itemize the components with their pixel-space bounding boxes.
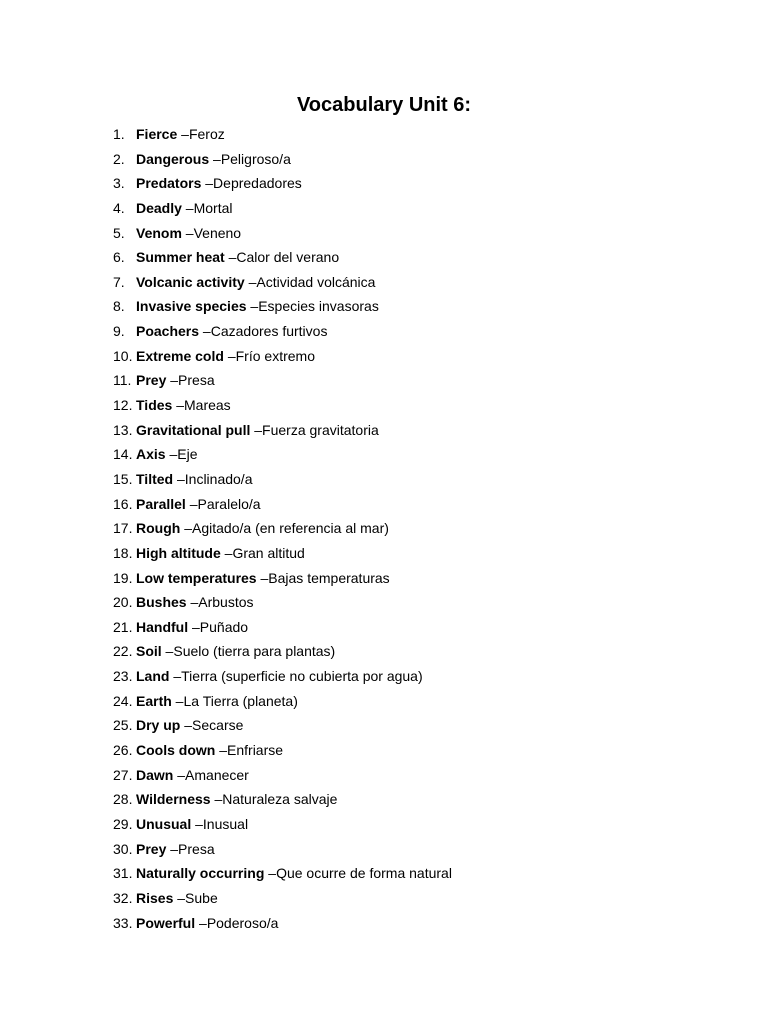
vocab-item bbox=[113, 911, 452, 936]
vocab-item bbox=[113, 393, 452, 418]
english-term: Rough bbox=[136, 520, 181, 537]
vocab-item bbox=[113, 442, 452, 467]
vocab-item bbox=[113, 171, 452, 196]
english-term: Invasive species bbox=[136, 298, 247, 315]
item-number: 20. bbox=[113, 594, 133, 611]
english-term: Earth bbox=[136, 692, 172, 709]
vocab-item bbox=[113, 837, 452, 862]
separator-dash bbox=[180, 713, 192, 738]
item-number: 14. bbox=[113, 446, 133, 463]
separator-dash bbox=[186, 492, 198, 517]
vocab-item bbox=[113, 566, 452, 591]
english-term: Axis bbox=[136, 446, 166, 463]
english-term: Dangerous bbox=[136, 150, 210, 167]
spanish-translation: Agitado/a (en referencia al mar) bbox=[192, 520, 389, 537]
separator-dash bbox=[188, 615, 200, 640]
spanish-translation: Bajas temperaturas bbox=[268, 569, 390, 586]
vocab-item bbox=[113, 787, 452, 812]
item-number: 4. bbox=[113, 199, 125, 216]
vocab-item bbox=[113, 738, 452, 763]
item-number: 2. bbox=[113, 150, 125, 167]
vocab-item bbox=[113, 713, 452, 738]
vocab-item bbox=[113, 639, 452, 664]
spanish-translation: Paralelo/a bbox=[197, 495, 261, 512]
item-number: 19. bbox=[113, 569, 133, 586]
vocab-item bbox=[113, 270, 452, 295]
separator-dash bbox=[221, 541, 233, 566]
item-number: 13. bbox=[113, 421, 133, 438]
spanish-translation: Tierra (superficie no cubierta por agua) bbox=[181, 668, 423, 685]
separator-dash bbox=[173, 763, 185, 788]
separator-dash bbox=[169, 664, 181, 689]
item-number: 8. bbox=[113, 298, 125, 315]
vocab-item bbox=[113, 418, 452, 443]
separator-dash bbox=[173, 467, 185, 492]
vocab-item bbox=[113, 319, 452, 344]
separator-dash bbox=[166, 442, 178, 467]
english-term: Predators bbox=[136, 175, 202, 192]
item-number: 23. bbox=[113, 668, 133, 685]
item-number: 24. bbox=[113, 692, 133, 709]
english-term: Tides bbox=[136, 397, 173, 414]
separator-dash bbox=[209, 147, 221, 172]
english-term: Parallel bbox=[136, 495, 186, 512]
separator-dash bbox=[166, 368, 178, 393]
item-number: 6. bbox=[113, 249, 125, 266]
item-number: 22. bbox=[113, 643, 133, 660]
english-term: Handful bbox=[136, 618, 189, 635]
separator-dash bbox=[177, 122, 189, 147]
separator-dash bbox=[250, 418, 262, 443]
separator-dash bbox=[211, 787, 223, 812]
item-number: 5. bbox=[113, 224, 125, 241]
vocab-item bbox=[113, 122, 452, 147]
item-number: 26. bbox=[113, 742, 133, 759]
separator-dash bbox=[201, 171, 213, 196]
item-number: 9. bbox=[113, 323, 125, 340]
vocab-item bbox=[113, 294, 452, 319]
spanish-translation: Presa bbox=[178, 372, 215, 389]
spanish-translation: Inusual bbox=[202, 815, 249, 832]
item-number: 11. bbox=[113, 372, 132, 389]
separator-dash bbox=[247, 294, 259, 319]
vocab-item bbox=[113, 590, 452, 615]
separator-dash bbox=[225, 245, 237, 270]
spanish-translation: Fuerza gravitatoria bbox=[262, 421, 379, 438]
item-number: 18. bbox=[113, 544, 133, 561]
english-term: Dawn bbox=[136, 766, 174, 783]
vocab-item bbox=[113, 467, 452, 492]
separator-dash bbox=[172, 393, 184, 418]
english-term: Bushes bbox=[136, 594, 187, 611]
english-term: Deadly bbox=[136, 199, 182, 216]
item-number: 28. bbox=[113, 791, 133, 808]
separator-dash bbox=[187, 590, 199, 615]
vocab-item bbox=[113, 516, 452, 541]
english-term: Low temperatures bbox=[136, 569, 257, 586]
item-number: 21. bbox=[113, 618, 133, 635]
separator-dash bbox=[180, 516, 192, 541]
separator-dash bbox=[257, 566, 269, 591]
english-term: Prey bbox=[136, 840, 167, 857]
english-term: Rises bbox=[136, 889, 174, 906]
item-number: 29. bbox=[113, 815, 133, 832]
english-term: Dry up bbox=[136, 717, 181, 734]
vocab-item bbox=[113, 861, 452, 886]
item-number: 27. bbox=[113, 766, 133, 783]
vocab-item bbox=[113, 492, 452, 517]
vocab-item bbox=[113, 147, 452, 172]
vocab-item bbox=[113, 689, 452, 714]
spanish-translation: Feroz bbox=[188, 126, 225, 142]
spanish-translation: Naturaleza salvaje bbox=[222, 791, 338, 808]
item-number: 25. bbox=[113, 717, 133, 734]
spanish-translation: Arbustos bbox=[198, 594, 254, 611]
spanish-translation: Enfriarse bbox=[227, 742, 284, 759]
item-number: 7. bbox=[113, 273, 125, 290]
separator-dash bbox=[182, 221, 194, 246]
vocab-item bbox=[113, 368, 452, 393]
vocab-item bbox=[113, 664, 452, 689]
vocabulary-list bbox=[113, 122, 452, 935]
separator-dash bbox=[172, 689, 184, 714]
english-term: Summer heat bbox=[136, 249, 225, 266]
vocab-item bbox=[113, 245, 452, 270]
spanish-translation: Frío extremo bbox=[235, 347, 315, 364]
english-term: Poachers bbox=[136, 323, 200, 340]
english-term: Wilderness bbox=[136, 791, 211, 808]
separator-dash bbox=[191, 812, 203, 837]
english-term: Extreme cold bbox=[136, 347, 224, 364]
vocab-item bbox=[113, 344, 452, 369]
item-number: 31. bbox=[113, 865, 133, 882]
item-number: 16. bbox=[113, 495, 133, 512]
english-term: Tilted bbox=[136, 470, 174, 487]
item-number: 17. bbox=[113, 520, 133, 537]
vocab-item bbox=[113, 886, 452, 911]
english-term: Fierce bbox=[136, 126, 178, 142]
item-number: 1. bbox=[113, 126, 125, 142]
vocab-item bbox=[113, 812, 452, 837]
separator-dash bbox=[199, 319, 211, 344]
item-number: 15. bbox=[113, 470, 133, 487]
separator-dash bbox=[195, 911, 207, 936]
separator-dash bbox=[182, 196, 194, 221]
english-term: Soil bbox=[136, 643, 162, 660]
english-term: High altitude bbox=[136, 544, 221, 561]
item-number: 32. bbox=[113, 889, 133, 906]
spanish-translation: Sube bbox=[185, 889, 218, 906]
english-term: Powerful bbox=[136, 914, 196, 931]
spanish-translation: Suelo (tierra para plantas) bbox=[173, 643, 336, 660]
vocab-item bbox=[113, 763, 452, 788]
spanish-translation: Secarse bbox=[192, 717, 244, 734]
separator-dash bbox=[173, 886, 185, 911]
spanish-translation: Depredadores bbox=[213, 175, 302, 192]
english-term: Venom bbox=[136, 224, 182, 241]
spanish-translation: Amanecer bbox=[185, 766, 249, 783]
spanish-translation: Veneno bbox=[193, 224, 242, 241]
spanish-translation: Actividad volcánica bbox=[256, 273, 376, 290]
english-term: Cools down bbox=[136, 742, 216, 759]
spanish-translation: Que ocurre de forma natural bbox=[276, 865, 452, 882]
english-term: Naturally occurring bbox=[136, 865, 265, 882]
english-term: Volcanic activity bbox=[136, 273, 245, 290]
spanish-translation: Calor del verano bbox=[236, 249, 340, 266]
spanish-translation: Mareas bbox=[184, 397, 231, 414]
vocab-item bbox=[113, 196, 452, 221]
separator-dash bbox=[162, 639, 174, 664]
item-number: 12. bbox=[113, 397, 133, 414]
item-number: 10. bbox=[113, 347, 133, 364]
spanish-translation: Eje bbox=[177, 446, 198, 463]
vocab-item bbox=[113, 221, 452, 246]
item-number: 3. bbox=[113, 175, 125, 192]
spanish-translation: Especies invasoras bbox=[258, 298, 379, 315]
english-term: Unusual bbox=[136, 815, 192, 832]
vocab-item bbox=[113, 615, 452, 640]
spanish-translation: Peligroso/a bbox=[220, 150, 291, 167]
english-term: Prey bbox=[136, 372, 167, 389]
item-number: 30. bbox=[113, 840, 133, 857]
spanish-translation: Cazadores furtivos bbox=[210, 323, 328, 340]
separator-dash bbox=[224, 344, 236, 369]
spanish-translation: La Tierra (planeta) bbox=[183, 692, 298, 709]
spanish-translation: Poderoso/a bbox=[206, 914, 279, 931]
separator-dash bbox=[264, 861, 276, 886]
spanish-translation: Inclinado/a bbox=[184, 470, 253, 487]
spanish-translation: Puñado bbox=[199, 618, 249, 635]
separator-dash bbox=[215, 738, 227, 763]
item-number: 33. bbox=[113, 914, 133, 931]
spanish-translation: Gran altitud bbox=[232, 544, 305, 561]
page-title: Vocabulary Unit 6: bbox=[296, 94, 472, 116]
english-term: Land bbox=[136, 668, 170, 685]
spanish-translation: Presa bbox=[178, 840, 215, 857]
separator-dash bbox=[245, 270, 257, 295]
spanish-translation: Mortal bbox=[193, 199, 233, 216]
english-term: Gravitational pull bbox=[136, 421, 251, 438]
vocab-item bbox=[113, 541, 452, 566]
separator-dash bbox=[166, 837, 178, 862]
